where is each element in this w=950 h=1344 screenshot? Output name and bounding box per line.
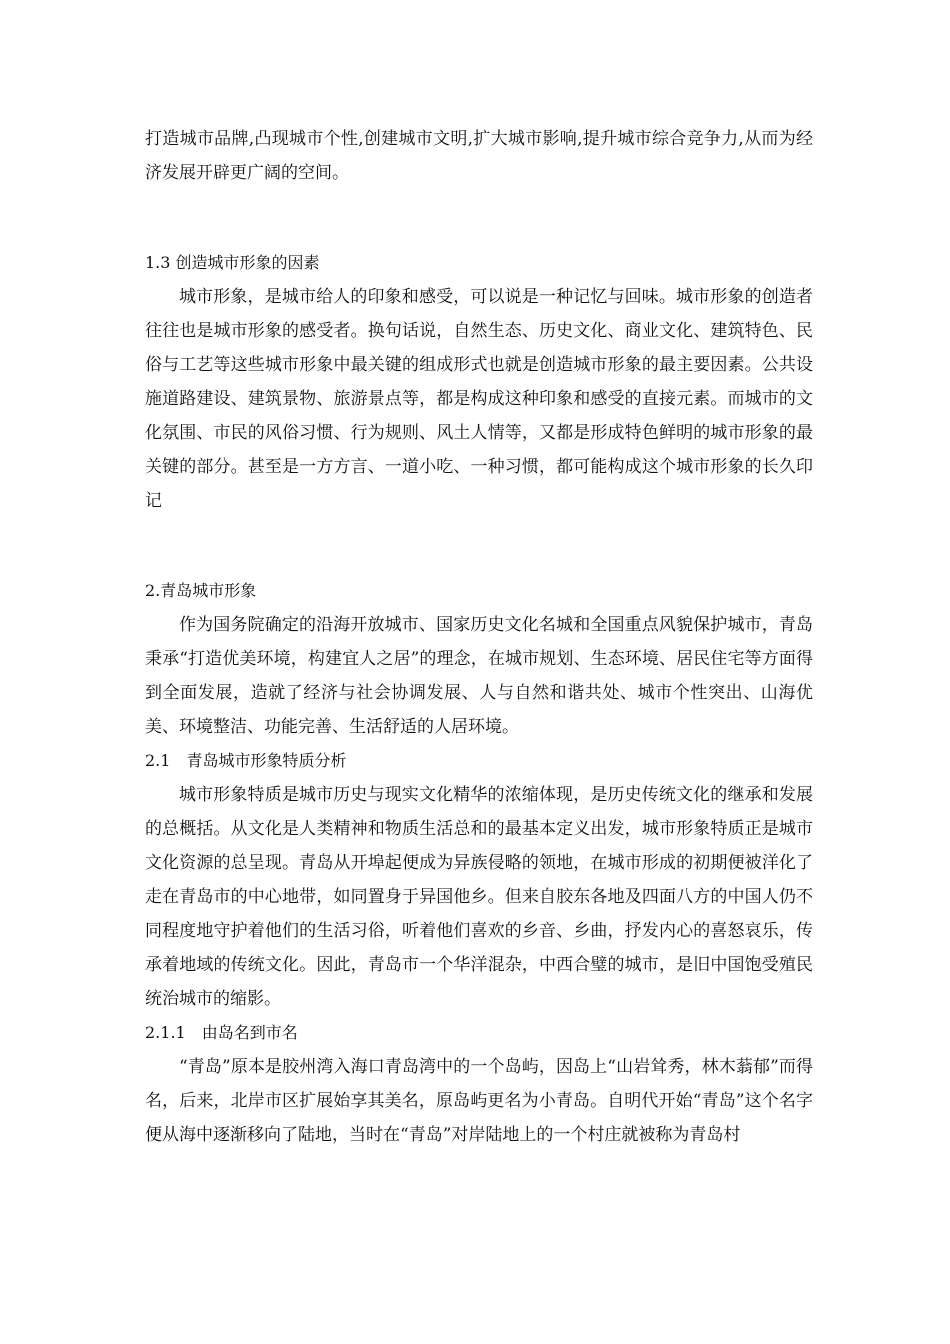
section-paragraph-2-1-1: “青岛”原本是胶州湾入海口青岛湾中的一个岛屿，因岛上“山岩耸秀，林木蓊郁”而得名，后来，北岸市区扩展始享其美名，原岛屿更名为小青岛。自明代开始“青岛”这个名字便从海中逐渐移向了陆地，当时在“青岛”对岸陆地上的一个村庄就被称为青岛村 <box>145 1057 813 1145</box>
section-heading-2-1-1: 2.1.1 由岛名到市名 <box>145 1023 298 1042</box>
intro-paragraph: 打造城市品牌,凸现城市个性,创建城市文明,扩大城市影响,提升城市综合竞争力,从而为经济发展开辟更广阔的空间。 <box>145 129 813 183</box>
document-body <box>145 122 813 1152</box>
section-heading-1-3: 1.3 创造城市形象的因素 <box>145 253 320 272</box>
section-paragraph-1-3: 城市形象，是城市给人的印象和感受，可以说是一种记忆与回味。城市形象的创造者往往也是城市形象的感受者。换句话说，自然生态、历史文化、商业文化、建筑特色、民俗与工艺等这些城市形象中最关键的组成形式也就是创造城市形象的最主要因素。公共设施道路建设、建筑景物、旅游景点等，都是构成这种印象和感受的直接元素。而城市的文化氛围、市民的风俗习惯、行为规则、风土人情等，又都是形成特色鲜明的城市形象的最关键的部分。甚至是一方方言、一道小吃、一种习惯，都可能构成这个城市形象的长久印记 <box>145 287 813 511</box>
section-heading-2: 2.青岛城市形象 <box>145 581 257 600</box>
section-spacer <box>145 518 813 574</box>
section-spacer <box>145 190 813 246</box>
section-heading-2-1: 2.1 青岛城市形象特质分析 <box>145 751 347 770</box>
section-paragraph-2-1: 城市形象特质是城市历史与现实文化精华的浓缩体现，是历史传统文化的继承和发展的总概括。从文化是人类精神和物质生活总和的最基本定义出发，城市形象特质正是城市文化资源的总呈现。青岛从开埠起便成为异族侵略的领地，在城市形成的初期便被洋化了走在青岛市的中心地带，如同置身于异国他乡。但来自胶东各地及四面八方的中国人仍不同程度地守护着他们的生活习俗，听着他们喜欢的乡音、乡曲，抒发内心的喜怒哀乐，传承着地域的传统文化。因此，青岛市一个华洋混杂，中西合璧的城市，是旧中国饱受殖民统治城市的缩影。 <box>145 785 813 1009</box>
section-paragraph-2: 作为国务院确定的沿海开放城市、国家历史文化名城和全国重点风貌保护城市，青岛秉承“打造优美环境，构建宜人之居”的理念，在城市规划、生态环境、居民住宅等方面得到全面发展，造就了经济与社会协调发展、人与自然和谐共处、城市个性突出、山海优美、环境整洁、功能完善、生活舒适的人居环境。 <box>145 615 813 737</box>
